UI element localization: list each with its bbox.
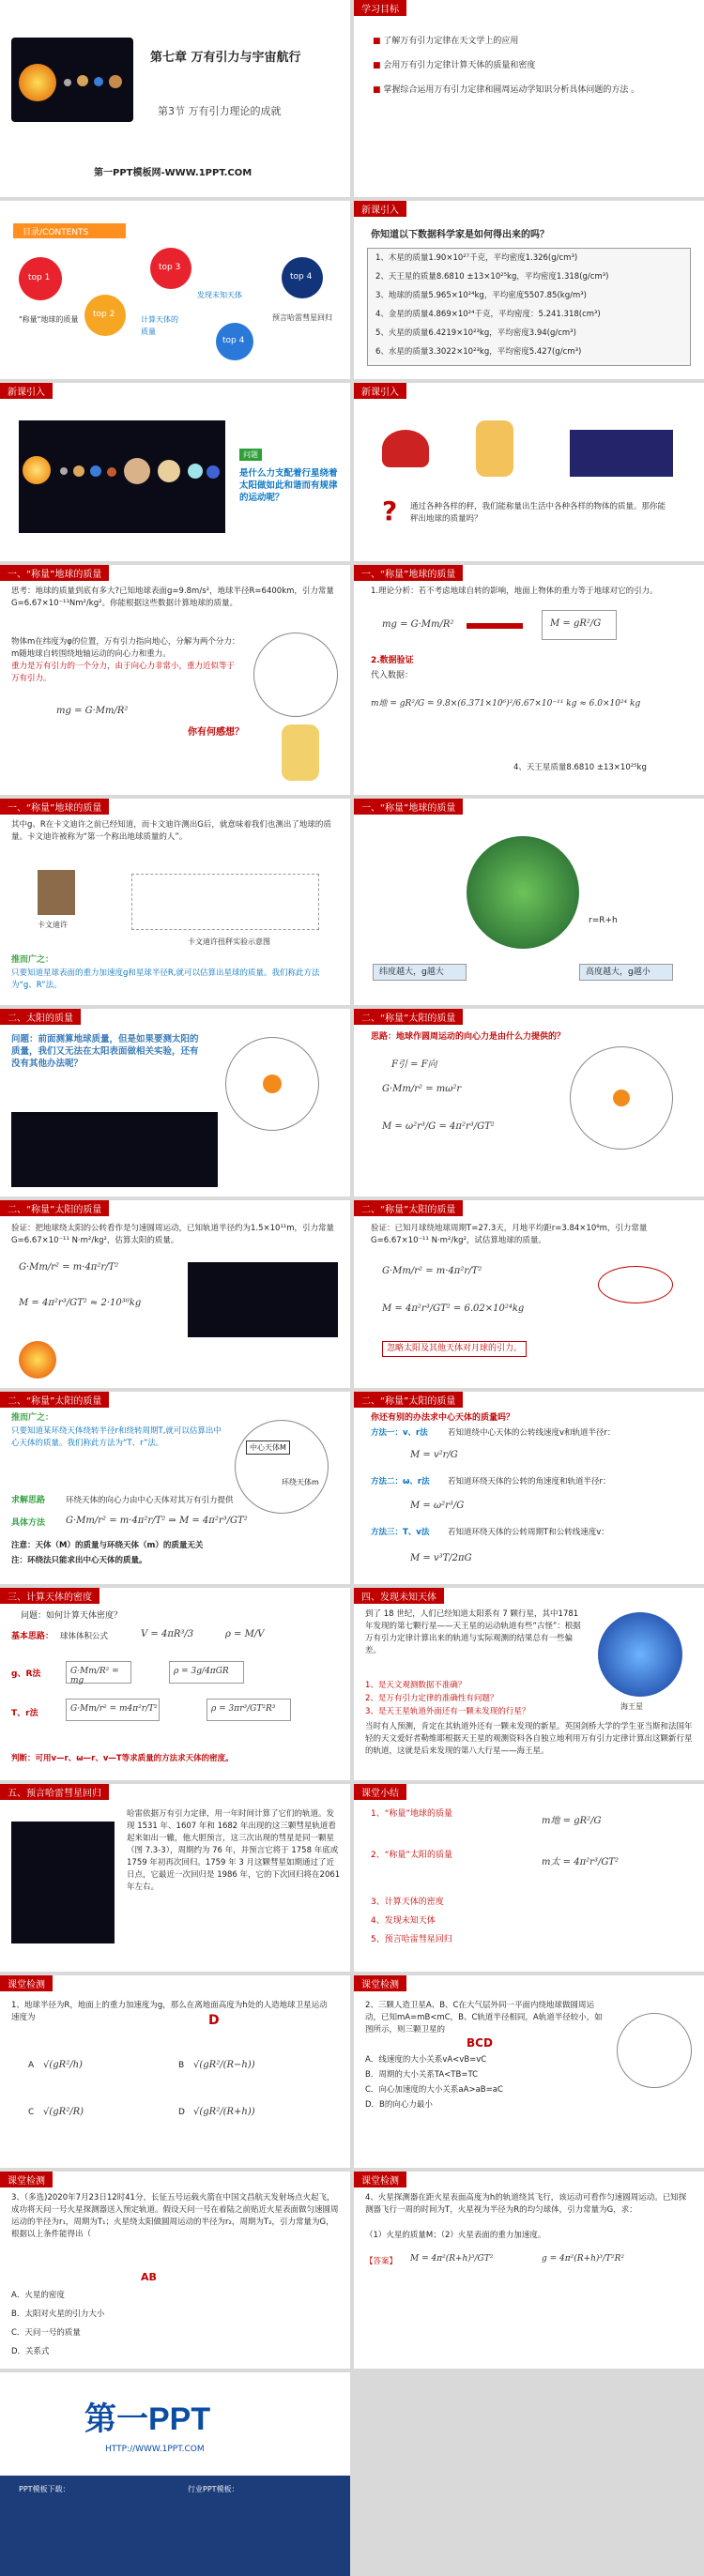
slide-intro-data	[354, 201, 704, 379]
question-item: 3、是天王星轨道外面还有一颗未发现的行星？	[365, 1707, 530, 1716]
formula-mg: mg = G·Mm/R²	[56, 706, 129, 716]
planet-data-item: 5、火星的质量6.4219×10²³kg，平均密度3.94(g/cm³)	[375, 328, 576, 338]
extension-text: 只要知道某环绕天体绕转半径r和绕转周期T,就可以估算出中心天体的质量。我们称此方法为“T、r”法。	[11, 1426, 222, 1448]
slide-cavendish	[0, 799, 350, 1005]
summary-item: 3、计算天体的密度	[371, 1898, 444, 1907]
orbit-diagram	[617, 2013, 692, 2088]
planet-data-item: 6、水星的质量3.3022×10²³kg，平均密度5.427(g/cm³)	[375, 347, 582, 357]
formula-calc: m地 = gR²/G = 9.8×(6.371×10⁶)²/6.67×10⁻¹¹ kg ≈ 6.0×10²⁴ kg	[371, 699, 641, 709]
slide-g-variation	[354, 799, 704, 1005]
formula-box: M = gR²/G	[542, 610, 617, 640]
planet-data-item: 2、天王星的质量8.6810 ±13×10²⁵kg，平均密度1.318(g/cm³)	[375, 272, 609, 282]
summary-item: 5、预言哈雷彗星回归	[371, 1935, 452, 1944]
slide-tag: 一、“称量”地球的质量	[0, 565, 109, 581]
sun-icon	[613, 1090, 630, 1106]
formula-sun: m太 = 4π²r³/GT²	[542, 1857, 619, 1867]
method3-label: 方法三：T、v法	[371, 1528, 430, 1537]
question-text: 2、三颗人造卫星A、B、C在大气层外同一平面内绕地球做圆周运动，已知mA=mB<mC，B、C轨道半径相同，A轨道半径较小，如图所示，则三颗卫星的	[365, 2001, 603, 2035]
result-text: 4、天王星质量8.6810 ±13×10²⁵kg	[513, 763, 647, 772]
method2-label: 方法二：ω、r法	[371, 1477, 430, 1486]
top2-bubble: top 2	[84, 295, 126, 336]
planet-data-item: 4、金星的质量4.869×10²⁴千克，平均密度：5.241.318(cm³)	[375, 310, 601, 319]
orbit-diagram	[235, 1420, 329, 1514]
goal-item: ■ 了解万有引力定律在天文学上的应用	[373, 37, 519, 46]
slide-tag: 新课引入	[354, 383, 406, 399]
slide-test-1	[0, 1975, 350, 2168]
slide-unknown-planet	[354, 1588, 704, 1780]
think-heading: 求解思路	[11, 1496, 46, 1505]
verify-text: 验证：已知月球绕地球周期T=27.3天，月地平均距r=3.84×10⁸m，引力常量G=6.67×10⁻¹¹ N·m²/kg²，试估算地球的质量。	[371, 1224, 648, 1245]
summary-item: 2、“称量”太阳的质量	[371, 1851, 453, 1860]
formula-box: ρ = 3πr³/GT²R³	[207, 1699, 291, 1721]
question-item: 2、是万有引力定律的准确性有问题？	[365, 1694, 498, 1703]
question-label: 问题	[239, 449, 262, 461]
contents-caption: 预言哈雷彗星回归	[272, 313, 332, 322]
formula-v: V = 4πR³/3	[141, 1629, 194, 1639]
goal-item: ■ 会用万有引力定律计算天体的质量和密度	[373, 61, 536, 70]
formula-mg: mg = G·Mm/R²	[382, 619, 454, 630]
earth-globe	[467, 836, 579, 949]
ad-section-2: 行业PPT模板：	[188, 2485, 239, 2493]
comet-image	[11, 1821, 115, 1943]
slide-other-methods	[354, 1392, 704, 1584]
extension-text: 只要知道星球表面的重力加速度g和星球半径R,就可以估算出星球的质量。我们称此方法为“g、R”法。	[11, 968, 320, 990]
formula-box: ρ = 3g/4πGR	[169, 1661, 244, 1684]
slide-tag: 新课引入	[354, 201, 406, 217]
slide-tag: 新课引入	[0, 383, 53, 399]
formula-earth: m地 = gR²/G	[542, 1816, 602, 1826]
experiment-caption: 卡文迪许扭秤实验示意图	[188, 937, 270, 946]
slide-tag: 四、发现未知天体	[354, 1588, 444, 1604]
extension-heading: 推而广之：	[11, 955, 54, 965]
earth-moon-image	[598, 1266, 673, 1303]
sun-image	[19, 1341, 56, 1379]
answer-text: BCD	[467, 2036, 493, 2050]
option-formula: √(gR²/(R+h))	[193, 2107, 255, 2117]
brand-url[interactable]: HTTP://WWW.1PPT.COM	[105, 2445, 205, 2454]
option-b[interactable]: B．太阳对火星的引力大小	[11, 2309, 105, 2319]
question-item: 1、是天文观测数据不准确？	[365, 1681, 467, 1690]
answer-text: D	[208, 2013, 220, 2028]
slide-tag: 课堂检测	[0, 2172, 53, 2187]
brand-logo: 第一PPT	[84, 2401, 211, 2437]
gravity-text: 重力是万有引力的一个分力，由于向心力非常小，重力近似等于万有引力。	[11, 662, 236, 683]
contents-title: 目录/CONTENTS	[13, 223, 126, 238]
latitude-box: 纬度越大，g越大	[373, 964, 467, 981]
method1-text: 若知道绕中心天体的公转线速度v和轨道半径r：	[448, 1428, 616, 1438]
option-formula: √(gR²/h)	[43, 2060, 83, 2070]
gr-label: g、R法	[11, 1669, 41, 1679]
tool-heading: 具体方法	[11, 1518, 46, 1528]
top3-bubble: top 3	[150, 248, 191, 289]
uranus-text: 到了 18 世纪，人们已经知道太阳系有 7 颗行星，其中1781 年发现的第七颗行星——天王星的运动轨道有些“古怪”：根据万有引力定律计算出来的轨道与实际观测的结果总有一些偏差。	[365, 1609, 581, 1655]
slide-earth-mass-calc	[354, 565, 704, 795]
slide-ad	[0, 2372, 350, 2576]
slide-sun-question	[0, 1009, 350, 1197]
note-text: 注意：天体（M）的质量与环绕天体（m）的质量无关	[11, 1541, 204, 1550]
summary-item: 4、发现未知天体	[371, 1916, 436, 1926]
goal-item: ■ 掌握综合运用万有引力定律和圆周运动学知识分析具体问题的方法 。	[373, 85, 640, 95]
option-formula: √(gR²/(R−h))	[193, 2060, 255, 2070]
slide-tag: 一、“称量”地球的质量	[354, 799, 463, 815]
slide-sun-centripetal	[354, 1009, 704, 1197]
contents-caption: 发现未知天体	[197, 291, 242, 299]
basic-label: 基本思路：	[11, 1632, 54, 1641]
answer-formula: M = 4π²(R+h)³/GT²	[410, 2254, 494, 2264]
option-c[interactable]: C．向心加速度的大小关系aA>aB=aC	[365, 2085, 503, 2095]
formula-m: M = ω²r³/G = 4π²r³/GT²	[382, 1121, 495, 1132]
neptune-image	[598, 1612, 682, 1697]
think-text: 环绕天体的向心力由中心天体对其万有引力提供	[66, 1496, 234, 1505]
answer-label: 【答案】	[365, 2257, 398, 2266]
slide-test-4	[354, 2172, 704, 2369]
formula-2: M = 4π²r³/GT² = 6.02×10²⁴kg	[382, 1303, 525, 1314]
slide-tag: 二、太阳的质量	[0, 1009, 81, 1025]
truck-image	[570, 430, 673, 477]
slide-cover	[0, 0, 350, 197]
question-text: 4、火星探测器在距火星表面高度为h的轨道绕其飞行，该运动可看作匀速圆周运动。已知探测器飞行一周的时间为T，火星视为半径为R的均匀球体，引力常量为G，求：	[365, 2193, 687, 2215]
option-b[interactable]: B．周期的大小关系TA<TB=TC	[365, 2070, 479, 2080]
sub-question: （1）火星的质量M；（2）火星表面的重力加速度。	[365, 2231, 546, 2240]
torsion-balance-diagram	[131, 874, 319, 930]
verify-text: 验证：把地球绕太阳的公转看作是匀速圆周运动，已知轨道半径约为1.5×10¹¹m，引力常量G=6.67×10⁻¹¹ N·m²/kg²，估算太阳的质量。	[11, 1224, 335, 1245]
slide-tag: 一、“称量”地球的质量	[354, 565, 463, 581]
planet-data-item: 3、地球的质量5.965×10²⁴kg，平均密度5507.85(kg/m³)	[375, 291, 587, 300]
formula-2: M = 4π²r³/GT² ≈ 2·10³⁰kg	[19, 1298, 142, 1308]
chapter-title: 第七章 万有引力与宇宙航行	[150, 51, 301, 65]
blank-area	[354, 2372, 704, 2576]
neptune-text: 当时有人预测，肯定在其轨道外还有一颗未发现的新星。英国剑桥大学的学生亚当斯和法国年轻的天文爱好者勒维耶根据天王星的观测资料各自独立地利用万有引力定律计算出这颗新行星的轨道，这就是后来发现的第八大行星——海王星。	[365, 1722, 693, 1756]
slide-tag: 三、计算天体的密度	[0, 1588, 99, 1604]
sphere-label: 球体体积公式	[60, 1632, 109, 1641]
formula-rho: ρ = M/V	[225, 1629, 265, 1639]
scales-text: 通过各种各样的秤，我们能称量出生活中各种各样的物体的质量。那你能秤出地球的质量吗？	[410, 502, 666, 524]
calc-heading: 2.数据验证	[371, 656, 414, 665]
density-question: 问题：如何计算天体密度？	[21, 1611, 123, 1621]
contents-caption: "称量"地球的质量	[19, 315, 79, 324]
slide-tag: 课堂检测	[354, 1975, 406, 1991]
slide-summary	[354, 1784, 704, 1972]
halley-text: 哈雷依据万有引力定律，用一年时间计算了它们的轨道。发现 1531 年、1607 年和 1682 年出现的这三颗彗星轨道看起来如出一辙，他大胆预言，这三次出现的彗星是同一颗星（图 7.3-3），周期约为 76 年，并预言它将于 1758 年底或 1759 年初再次回归。1759 年 3 月这颗彗星如期通过了近日点，它最近一次回归是 1986 年，它的下次回归将在2061年左右。	[127, 1809, 341, 1892]
slide-moon-verify	[354, 1200, 704, 1388]
question-mark-icon: ?	[382, 495, 398, 526]
slide-halley	[0, 1784, 350, 1972]
question-text: 是什么力支配着行星绕着太阳做如此和谐而有规律的运动呢？	[239, 468, 338, 503]
cavendish-name: 卡文迪许	[38, 921, 68, 929]
planet-data-item: 1、木星的质量1.90×10²⁷千克，平均密度1.326(g/cm³)	[375, 253, 578, 263]
theory-text: 1.理论分析：若不考虑地球自转的影响，地面上物体的重力等于地球对它的引力。	[371, 587, 658, 596]
sun-icon	[263, 1075, 282, 1093]
slide-tag: 学习目标	[354, 0, 406, 16]
option-d[interactable]: D．B的向心力最小	[365, 2100, 433, 2110]
ask-text: 你有何感想？	[188, 727, 244, 738]
slide-tag: 二、“称量”太阳的质量	[0, 1392, 109, 1408]
question-text: 3、（多选)2020年7月23日12时41分，长征五号运载火箭在中国文昌航天发射场点火起飞，成功将天问一号火星探测器送入预定轨道。假设天问一号在着陆之前贴近火星表面做匀速圆周运动的半径为r₁，周期为T₁；火星绕太阳做圆周运动的半径为r₂，周期为T₂，引力常量为G，根据以上条件能得出（	[11, 2193, 339, 2239]
answer-formula: g = 4π²(R+h)³/T²R²	[542, 2254, 625, 2264]
slide-test-2	[354, 1975, 704, 2168]
slide-tag: 课堂小结	[354, 1784, 406, 1800]
slide-tag: 二、“称量”太阳的质量	[0, 1200, 109, 1216]
option-a[interactable]: A．火星的密度	[11, 2291, 65, 2300]
density-note: 判断：可用v—r、ω—r、v—T等求质量的方法求天体的密度。	[11, 1754, 234, 1763]
ad-section-1: PPT模板下载：	[19, 2485, 70, 2493]
solar-system-image	[11, 1112, 218, 1187]
option-d[interactable]: D．关系式	[11, 2347, 50, 2356]
earth-diagram	[253, 633, 338, 717]
slide-tag: 一、“称量”地球的质量	[0, 799, 109, 815]
neptune-caption: 海王星	[620, 1702, 643, 1711]
method2-text: 若知道环绕天体的公转的角速度和轨道半径r：	[448, 1477, 611, 1486]
sun-question: 问题：前面测算地球质量，但是如果要测太阳的质量，我们又无法在太阳表面做相关实验，还有没有其他办法呢？	[11, 1034, 199, 1069]
slide-contents	[0, 201, 350, 379]
formula-vr: M = v²r/G	[410, 1450, 458, 1460]
slide-tag: 课堂检测	[0, 1975, 53, 1991]
height-box: 高度越大，g越小	[579, 964, 673, 981]
method3-text: 若知道环绕天体的公转周期T和公转线速度v：	[448, 1528, 609, 1537]
formula-f2: G·Mm/r² = mω²r	[382, 1084, 462, 1094]
option-d[interactable]: D	[178, 2108, 185, 2117]
kid-image	[282, 724, 319, 781]
cavendish-portrait	[38, 870, 75, 915]
answer-text: AB	[141, 2271, 157, 2283]
formula-1: G·Mm/r² = m·4π²r/T²	[382, 1266, 482, 1276]
slide-intro-scales	[354, 383, 704, 561]
formula-box: G·Mm/r² = m4π²r/T²	[66, 1699, 160, 1721]
slide-test-3	[0, 2172, 350, 2369]
radius-label: r=R+h	[589, 916, 618, 925]
formula-wr: M = ω²r³/G	[410, 1501, 465, 1511]
slide-tag: 二、“称量”太阳的质量	[354, 1392, 463, 1408]
option-a[interactable]: A	[28, 2061, 35, 2070]
note-text: 忽略太阳及其他天体对月球的引力。	[382, 1341, 527, 1357]
cover-footer: 第一PPT模板网-WWW.1PPT.COM	[94, 168, 253, 178]
slide-tag: 五、预言哈雷彗星回归	[0, 1784, 109, 1800]
force-text: 物体m在纬度为φ的位置，万有引力指向地心，分解为两个分力：m随地球自转围绕地轴运动的向心力和重力。	[11, 637, 240, 659]
note2-text: 注：环绕法只能求出中心天体的质量。	[11, 1556, 147, 1565]
cavendish-text: 其中g、R在卡文迪许之前已经知道，而卡文迪许测出G后，就意味着我们也测出了地球的质量。卡文迪许被称为“第一个称出地球质量的人”。	[11, 820, 331, 842]
solar-system-image	[19, 420, 225, 533]
apple-scale-image	[382, 430, 429, 467]
top4-bubble-b: top 4	[282, 257, 323, 298]
formula-box: G·Mm/R² = mg	[66, 1661, 131, 1684]
formula-tv: M = v³T/2πG	[410, 1553, 472, 1563]
think-text: 思考：地球的质量到底有多大?已知地球表面g=9.8m/s²，地球半径R=6400km，引力常量G=6.67×10⁻¹¹Nm²/kg²。你能根据这些数据计算地球的质量。	[11, 587, 334, 608]
slide-intro-question	[0, 383, 350, 561]
top1-bubble: top 1	[19, 257, 62, 300]
slide-tag: 二、“称量”太阳的质量	[354, 1200, 463, 1216]
summary-item: 1、“称量”地球的质量	[371, 1809, 453, 1819]
center-label: 中心天体M	[246, 1440, 290, 1455]
option-b[interactable]: B	[178, 2061, 185, 2070]
section-title: 第3节 万有引力理论的成就	[158, 105, 282, 117]
slide-central-body	[0, 1392, 350, 1584]
option-formula: √(gR²/R)	[43, 2107, 84, 2117]
method1-label: 方法一：v、r法	[371, 1428, 428, 1438]
methods-question: 你还有别的办法求中心天体的质量吗？	[371, 1413, 515, 1423]
intro-question: 你知道以下数据科学家是如何得出来的吗？	[371, 230, 549, 240]
planet-data-box	[367, 248, 691, 366]
option-c[interactable]: C．天问一号的质量	[11, 2328, 81, 2338]
slide-density	[0, 1588, 350, 1780]
extension-heading: 推而广之：	[11, 1413, 54, 1423]
kid-scale-image	[476, 420, 513, 477]
slide-goals	[354, 0, 704, 197]
formula-1: G·Mm/r² = m·4π²r/T²	[19, 1262, 119, 1273]
slide-earth-mass-think	[0, 565, 350, 795]
top4-bubble-a: top 4	[216, 323, 253, 360]
formula-f: F引 = F向	[391, 1059, 437, 1070]
slide-tag: 二、“称量”太阳的质量	[354, 1009, 463, 1025]
sun-idea: 思路：地球作圆周运动的向心力是由什么力提供的？	[371, 1032, 566, 1042]
arrow-icon	[467, 623, 523, 629]
slide-tag: 课堂检测	[354, 2172, 406, 2187]
orbit-image	[188, 1262, 338, 1337]
orbit-label: 环绕天体m	[282, 1478, 319, 1486]
calc-sub: 代入数据：	[371, 671, 414, 680]
contents-caption: 计算天体的质量	[141, 315, 178, 336]
question-text: 1、地球半径为R，地面上的重力加速度为g，那么在离地面高度为h处的人造地球卫星运动速度为	[11, 2001, 328, 2022]
option-c[interactable]: C	[28, 2108, 35, 2117]
formula-m: G·Mm/r² = m·4π²r/T² ⇒ M = 4π²r³/GT²	[66, 1516, 248, 1526]
tr-label: T、r法	[11, 1709, 38, 1718]
slide-sun-verify	[0, 1200, 350, 1388]
solar-system-image	[11, 38, 133, 122]
option-a[interactable]: A．线速度的大小关系vA<vB=vC	[365, 2055, 487, 2065]
